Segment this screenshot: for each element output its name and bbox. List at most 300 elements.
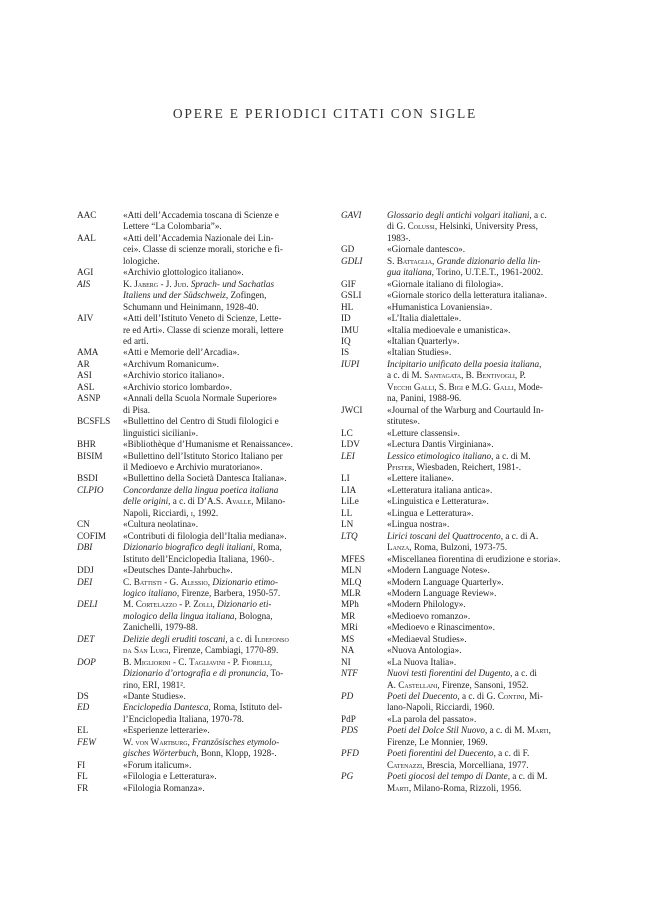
- reference-text: Catenazzi: [387, 759, 423, 770]
- reference-line: [123, 508, 315, 519]
- abbreviation: AIS: [77, 278, 91, 289]
- reference-text: Avalle: [225, 496, 252, 507]
- abbreviation-entry: [341, 611, 578, 622]
- reference-text: ,: [187, 736, 193, 747]
- reference-text: Lirici toscani del Quattrocento: [387, 530, 501, 541]
- reference-line: [123, 737, 315, 748]
- reference-line: [387, 336, 578, 347]
- reference-text: Cortelazzo: [135, 599, 177, 610]
- reference-text: «Modern Language Quarterly».: [387, 576, 504, 587]
- reference-text: Ildefonso: [254, 633, 289, 644]
- reference-text: ,: [539, 358, 542, 369]
- reference-text: von Wartburg: [135, 736, 188, 747]
- reference-line: [123, 577, 315, 588]
- abbreviation-reference: [387, 519, 578, 530]
- reference-line: [123, 783, 315, 794]
- abbreviation-reference: [123, 359, 315, 370]
- reference-line: [387, 325, 578, 336]
- abbreviation: LiLe: [341, 496, 359, 507]
- reference-text: «Nuova Antologia».: [387, 645, 462, 656]
- reference-line: [123, 622, 315, 633]
- abbreviation-entry: [341, 634, 578, 645]
- abbreviation-entry: [341, 577, 578, 588]
- abbreviation-reference: [123, 531, 315, 542]
- abbreviation: DS: [77, 691, 89, 702]
- reference-line: [387, 462, 578, 473]
- reference-text: stitutes».: [387, 416, 420, 427]
- reference-text: B.: [123, 656, 134, 667]
- reference-text: - G.: [161, 576, 181, 587]
- reference-line: [387, 313, 578, 324]
- reference-line: [387, 302, 578, 313]
- reference-line: [387, 519, 578, 530]
- reference-line: [387, 428, 578, 439]
- abbreviation: PdP: [341, 713, 356, 724]
- reference-text: Poeti del Dolce Stil Nuovo: [387, 725, 485, 736]
- abbreviation-reference: [123, 485, 315, 519]
- reference-text: logico italiano: [123, 587, 177, 598]
- reference-text: ,: [207, 576, 213, 587]
- reference-text: Migliorini: [133, 656, 171, 667]
- reference-text: «Giornale storico della letteratura italiana».: [387, 290, 547, 301]
- reference-text: , a c. di A.: [500, 530, 539, 541]
- reference-text: M.: [123, 599, 136, 610]
- abbreviation-reference: [387, 428, 578, 439]
- reference-text: re ed Arti». Classe di scienze morali, lettere: [123, 324, 284, 335]
- reference-text: «Atti dell’Accademia toscana di Scienze e: [123, 210, 279, 220]
- reference-text: «Atti dell’Accademia Nazionale dei Lin-: [123, 232, 274, 243]
- abbreviation-reference: [123, 451, 315, 474]
- reference-text: ,: [432, 255, 437, 266]
- abbreviation-reference: [123, 725, 315, 736]
- reference-line: [123, 302, 315, 313]
- reference-text: Dizionario biografico degli italiani: [123, 542, 253, 553]
- reference-line: [123, 554, 315, 565]
- abbreviation-entry: [77, 210, 315, 233]
- reference-text: rino, ERI, 1981².: [123, 679, 186, 690]
- abbreviation-reference: [123, 382, 315, 393]
- abbreviation: NA: [341, 645, 355, 656]
- reference-text: «Modern Philology».: [387, 599, 466, 610]
- reference-text: «Atti e Memorie dell’Arcadia».: [123, 347, 240, 358]
- reference-line: [123, 691, 315, 702]
- abbreviation-reference: [123, 737, 315, 760]
- reference-line: [387, 691, 578, 702]
- reference-text: , Roma, Istituto del-: [208, 702, 283, 713]
- reference-line: [387, 496, 578, 507]
- reference-text: Marti: [526, 725, 549, 736]
- reference-text: Delizie degli eruditi toscani: [123, 633, 226, 644]
- abbreviation-reference: [123, 233, 315, 267]
- abbreviation-entry: [77, 382, 315, 393]
- reference-text: Tagliavini: [188, 656, 226, 667]
- abbreviation-reference: [123, 702, 315, 725]
- reference-line: [123, 279, 315, 290]
- abbreviation-reference: [387, 622, 578, 633]
- abbreviation-entry: [77, 657, 315, 691]
- reference-text: , Firenze, Barbera, 1950-57.: [176, 587, 281, 598]
- reference-line: [123, 531, 315, 542]
- reference-text: K.: [123, 278, 135, 289]
- abbreviation-reference: [387, 313, 578, 324]
- abbreviation: FEW: [77, 736, 96, 747]
- reference-text: «La Nuova Italia».: [387, 656, 457, 667]
- reference-text: Galli: [493, 381, 514, 392]
- abbreviation: PFD: [341, 748, 359, 759]
- abbreviation: JWCI: [341, 404, 363, 415]
- reference-text: di G.: [387, 221, 408, 232]
- reference-line: [387, 485, 578, 496]
- abbreviation: AMA: [77, 347, 99, 358]
- abbreviation-entry: [341, 279, 578, 290]
- reference-text: , a c. di G.: [457, 691, 498, 702]
- reference-text: W.: [123, 736, 136, 747]
- reference-text: C.: [123, 576, 134, 587]
- abbreviation-entry: [341, 531, 578, 554]
- abbreviation: IQ: [341, 335, 351, 346]
- reference-line: [387, 760, 578, 771]
- reference-text: Glossario degli antichi volgari italiani: [387, 210, 530, 220]
- reference-text: A.: [387, 679, 399, 690]
- abbreviation-reference: [387, 244, 578, 255]
- reference-text: di Pisa.: [123, 404, 151, 415]
- abbreviation-entry: [341, 210, 578, 244]
- reference-line: [123, 680, 315, 691]
- reference-text: - C.: [170, 656, 189, 667]
- reference-text: il Medioevo e Archivio muratoriano».: [123, 461, 263, 472]
- abbreviation: AAC: [77, 210, 97, 220]
- abbreviation: ID: [341, 313, 351, 324]
- abbreviation: AR: [77, 358, 90, 369]
- reference-line: [123, 359, 315, 370]
- reference-text: «Lectura Dantis Virginiana».: [387, 439, 494, 450]
- reference-line: [387, 508, 578, 519]
- reference-text: Pfister: [387, 461, 413, 472]
- abbreviation: COFIM: [77, 530, 107, 541]
- reference-line: [387, 554, 578, 565]
- abbreviation-reference: [123, 577, 315, 600]
- abbreviation-entry: [77, 702, 315, 725]
- reference-text: Enciclopedia Dantesca: [123, 702, 209, 713]
- abbreviation-reference: [387, 439, 578, 450]
- abbreviation-reference: [387, 302, 578, 313]
- abbreviation-entry: [77, 760, 315, 771]
- reference-text: e M.G.: [463, 381, 494, 392]
- reference-line: [387, 416, 578, 427]
- abbreviation: AGI: [77, 267, 94, 278]
- reference-text: «Mediaeval Studies».: [387, 633, 467, 644]
- abbreviation: LL: [341, 507, 353, 518]
- reference-text: «Dante Studies».: [123, 691, 186, 702]
- abbreviation: GD: [341, 244, 355, 255]
- abbreviation-reference: [123, 267, 315, 278]
- reference-text: , a c. di F.: [493, 748, 530, 759]
- reference-text: «Archivio storico italiano».: [123, 370, 225, 381]
- reference-line: [387, 783, 578, 794]
- reference-line: [387, 771, 578, 782]
- reference-text: , Torino, U.T.E.T., 1961-2002.: [431, 267, 544, 278]
- reference-text: lano-Napoli, Ricciardi, 1960.: [387, 702, 495, 713]
- abbreviation-reference: [387, 279, 578, 290]
- abbreviation-entry: [341, 725, 578, 748]
- abbreviation: BHR: [77, 439, 96, 450]
- abbreviation: GDLI: [341, 255, 363, 266]
- reference-line: [387, 611, 578, 622]
- abbreviation-entry: [341, 359, 578, 405]
- abbreviation: MS: [341, 633, 355, 644]
- reference-text: da San Luigi: [123, 645, 169, 656]
- reference-line: [123, 668, 315, 679]
- abbreviation-entry: [341, 439, 578, 450]
- abbreviation-reference: [387, 725, 578, 748]
- reference-text: Santagata: [424, 370, 462, 381]
- abbreviation-reference: [387, 451, 578, 474]
- abbreviation-reference: [387, 634, 578, 645]
- reference-text: Concordanze della lingua poetica italiana: [123, 484, 279, 495]
- reference-text: lologiche.: [123, 255, 160, 266]
- reference-line: [123, 542, 315, 553]
- reference-text: , Bologna,: [234, 610, 273, 621]
- reference-line: [123, 473, 315, 484]
- abbreviation: MRi: [341, 622, 358, 633]
- abbreviation-entry: [341, 405, 578, 428]
- reference-line: [387, 279, 578, 290]
- reference-text: - P.: [176, 599, 194, 610]
- reference-line: [123, 725, 315, 736]
- reference-text: «Archivum Romanicum».: [123, 358, 219, 369]
- reference-line: [387, 210, 578, 221]
- abbreviation: FL: [77, 771, 88, 782]
- reference-text: Grande dizionario della lin-: [436, 255, 541, 266]
- abbreviation: LDV: [341, 439, 360, 450]
- reference-text: «Letture classensi».: [387, 427, 460, 438]
- reference-text: , Wiesbaden, Reichert, 1981-.: [412, 461, 522, 472]
- abbreviation-reference: [387, 473, 578, 484]
- reference-line: [387, 531, 578, 542]
- abbreviation-entry: [77, 737, 315, 760]
- reference-text: Poeti del Duecento: [387, 691, 458, 702]
- reference-line: [123, 645, 315, 656]
- abbreviation-entry: [77, 577, 315, 600]
- abbreviation-reference: [387, 290, 578, 301]
- reference-line: [387, 668, 578, 679]
- abbreviation-reference: [387, 691, 578, 714]
- abbreviation-entry: [341, 325, 578, 336]
- abbreviation: MLQ: [341, 576, 362, 587]
- reference-text: Battaglia: [396, 255, 433, 266]
- reference-text: delle origini: [123, 496, 169, 507]
- reference-text: Jaberg: [134, 278, 159, 289]
- abbreviation-entry: [341, 347, 578, 358]
- reference-text: «Forum italicum».: [123, 759, 192, 770]
- reference-text: , Firenze, Cambiagi, 1770-89.: [168, 645, 279, 656]
- abbreviation-entry: [341, 508, 578, 519]
- reference-line: [387, 622, 578, 633]
- reference-text: , Milano-: [251, 496, 286, 507]
- reference-text: Bentivogli: [476, 370, 515, 381]
- abbreviations-right-column: [341, 210, 578, 794]
- reference-line: [123, 599, 315, 610]
- abbreviation-entry: [77, 393, 315, 416]
- abbreviation-entry: [77, 347, 315, 358]
- abbreviation: NI: [341, 656, 351, 667]
- abbreviation-entry: [341, 336, 578, 347]
- reference-text: Zolli: [193, 599, 213, 610]
- abbreviation-reference: [387, 554, 578, 565]
- reference-text: Französisches etymolo-: [192, 736, 280, 747]
- reference-line: [387, 267, 578, 278]
- reference-line: [123, 405, 315, 416]
- reference-text: ,: [269, 656, 273, 667]
- reference-text: Jud: [173, 278, 187, 289]
- abbreviation-entry: [77, 313, 315, 347]
- abbreviation-reference: [123, 760, 315, 771]
- abbreviation-reference: [387, 325, 578, 336]
- reference-text: «Atti dell’Istituto Veneto di Scienze, Lette-: [123, 313, 282, 324]
- reference-text: Alessio: [180, 576, 208, 587]
- reference-line: [387, 393, 578, 404]
- reference-line: [387, 577, 578, 588]
- reference-line: [387, 451, 578, 462]
- abbreviation: CN: [77, 519, 90, 530]
- abbreviation-reference: [387, 485, 578, 496]
- abbreviation: DELI: [77, 599, 98, 610]
- abbreviation-reference: [387, 645, 578, 656]
- reference-text: Napoli, Ricciardi,: [123, 507, 191, 518]
- reference-text: Incipitario unificato della poesia italiana: [387, 358, 540, 369]
- abbreviation: DEI: [77, 576, 93, 587]
- reference-text: Bigi: [448, 381, 464, 392]
- reference-text: ed arti.: [123, 335, 149, 346]
- abbreviation: BSDI: [77, 473, 98, 484]
- reference-text: , a c. di M.: [491, 450, 531, 461]
- abbreviation: HL: [341, 301, 354, 312]
- abbreviation-reference: [123, 210, 315, 233]
- reference-text: «Esperienze letterarie».: [123, 725, 210, 736]
- reference-text: Schumann und Heinimann, 1928-40.: [123, 301, 259, 312]
- reference-text: Lettere “La Colombaria”».: [123, 221, 222, 232]
- reference-line: [123, 760, 315, 771]
- abbreviation: LI: [341, 473, 350, 484]
- reference-line: [123, 714, 315, 725]
- reference-line: [387, 737, 578, 748]
- reference-text: , Brescia, Morcelliana, 1977.: [422, 759, 529, 770]
- reference-text: «Medioevo e Rinascimento».: [387, 622, 495, 633]
- reference-line: [123, 290, 315, 301]
- reference-text: «Humanistica Lovaniensia».: [387, 301, 493, 312]
- reference-line: [387, 657, 578, 668]
- abbreviation-reference: [387, 611, 578, 622]
- reference-line: [123, 221, 315, 232]
- reference-line: [123, 428, 315, 439]
- abbreviation-entry: [341, 645, 578, 656]
- abbreviation-entry: [77, 519, 315, 530]
- abbreviation-reference: [387, 565, 578, 576]
- reference-line: [123, 771, 315, 782]
- reference-text: «Lingua nostra».: [387, 519, 450, 530]
- abbreviation-reference: [387, 588, 578, 599]
- reference-text: Dizionario d’ortografia e di pronuncia: [123, 668, 267, 679]
- abbreviation-entry: [77, 267, 315, 278]
- reference-line: [387, 347, 578, 358]
- abbreviation-reference: [387, 748, 578, 771]
- reference-text: «Deutsches Dante-Jahrbuch».: [123, 565, 233, 576]
- abbreviation-entry: [77, 634, 315, 657]
- reference-line: [387, 634, 578, 645]
- abbreviation-entry: [341, 668, 578, 691]
- reference-text: Firenze, Le Monnier, 1969.: [387, 736, 488, 747]
- reference-line: [123, 565, 315, 576]
- reference-text: mologico della lingua italiana: [123, 610, 235, 621]
- abbreviation-reference: [123, 347, 315, 358]
- abbreviation-reference: [123, 279, 315, 313]
- reference-text: «Filologia Romanza».: [123, 782, 205, 793]
- abbreviation: DOP: [77, 656, 96, 667]
- reference-line: [387, 221, 578, 232]
- abbreviation-entry: [77, 233, 315, 267]
- abbreviation-entry: [341, 588, 578, 599]
- abbreviation-entry: [341, 657, 578, 668]
- reference-text: , Milano-Roma, Rizzoli, 1956.: [408, 782, 522, 793]
- reference-text: , To-: [266, 668, 284, 679]
- reference-text: , S.: [434, 381, 449, 392]
- abbreviation: IMU: [341, 324, 359, 335]
- reference-text: «Bullettino del Centro di Studi filologici e: [123, 416, 279, 427]
- abbreviation-reference: [123, 634, 315, 657]
- abbreviation: ASNP: [77, 393, 101, 404]
- reference-text: «Filologia e Letteratura».: [123, 771, 217, 782]
- abbreviation-reference: [123, 771, 315, 782]
- reference-line: [387, 256, 578, 267]
- abbreviation-reference: [387, 577, 578, 588]
- page-title: OPERE E PERIODICI CITATI CON SIGLE: [172, 106, 478, 121]
- reference-line: [123, 462, 315, 473]
- abbreviation-reference: [123, 370, 315, 381]
- abbreviation-reference: [387, 210, 578, 244]
- reference-text: Castellani: [398, 679, 438, 690]
- reference-text: «Bullettino dell’Istituto Storico Italiano per: [123, 450, 283, 461]
- abbreviation-entry: [341, 748, 578, 771]
- reference-text: i: [190, 507, 193, 518]
- abbreviation-entry: [77, 359, 315, 370]
- abbreviation: EL: [77, 725, 89, 736]
- abbreviation-entry: [341, 496, 578, 507]
- reference-text: l’Enciclopedia Italiana, 1970-78.: [123, 713, 244, 724]
- reference-line: [123, 347, 315, 358]
- reference-line: [387, 290, 578, 301]
- reference-text: ,: [212, 599, 218, 610]
- reference-text: «Miscellanea fiorentina di erudizione e storia».: [387, 553, 561, 564]
- abbreviation-reference: [123, 473, 315, 484]
- abbreviation: BISIM: [77, 450, 103, 461]
- abbreviation: MLN: [341, 565, 362, 576]
- abbreviation: MR: [341, 610, 356, 621]
- reference-text: «Lingua e Letteratura».: [387, 507, 474, 518]
- reference-line: [123, 370, 315, 381]
- reference-line: [123, 382, 315, 393]
- abbreviation-reference: [387, 256, 578, 279]
- abbreviation-entry: [341, 599, 578, 610]
- abbreviation-entry: [77, 531, 315, 542]
- reference-text: , Roma,: [252, 542, 282, 553]
- reference-text: Lessico etimologico italiano: [387, 450, 492, 461]
- reference-text: «Linguistica e Letteratura».: [387, 496, 489, 507]
- reference-text: ,: [548, 725, 551, 736]
- abbreviation-reference: [123, 657, 315, 691]
- abbreviation-reference: [123, 691, 315, 702]
- reference-text: a c. di M.: [387, 370, 425, 381]
- reference-text: «Cultura neolatina».: [123, 519, 199, 530]
